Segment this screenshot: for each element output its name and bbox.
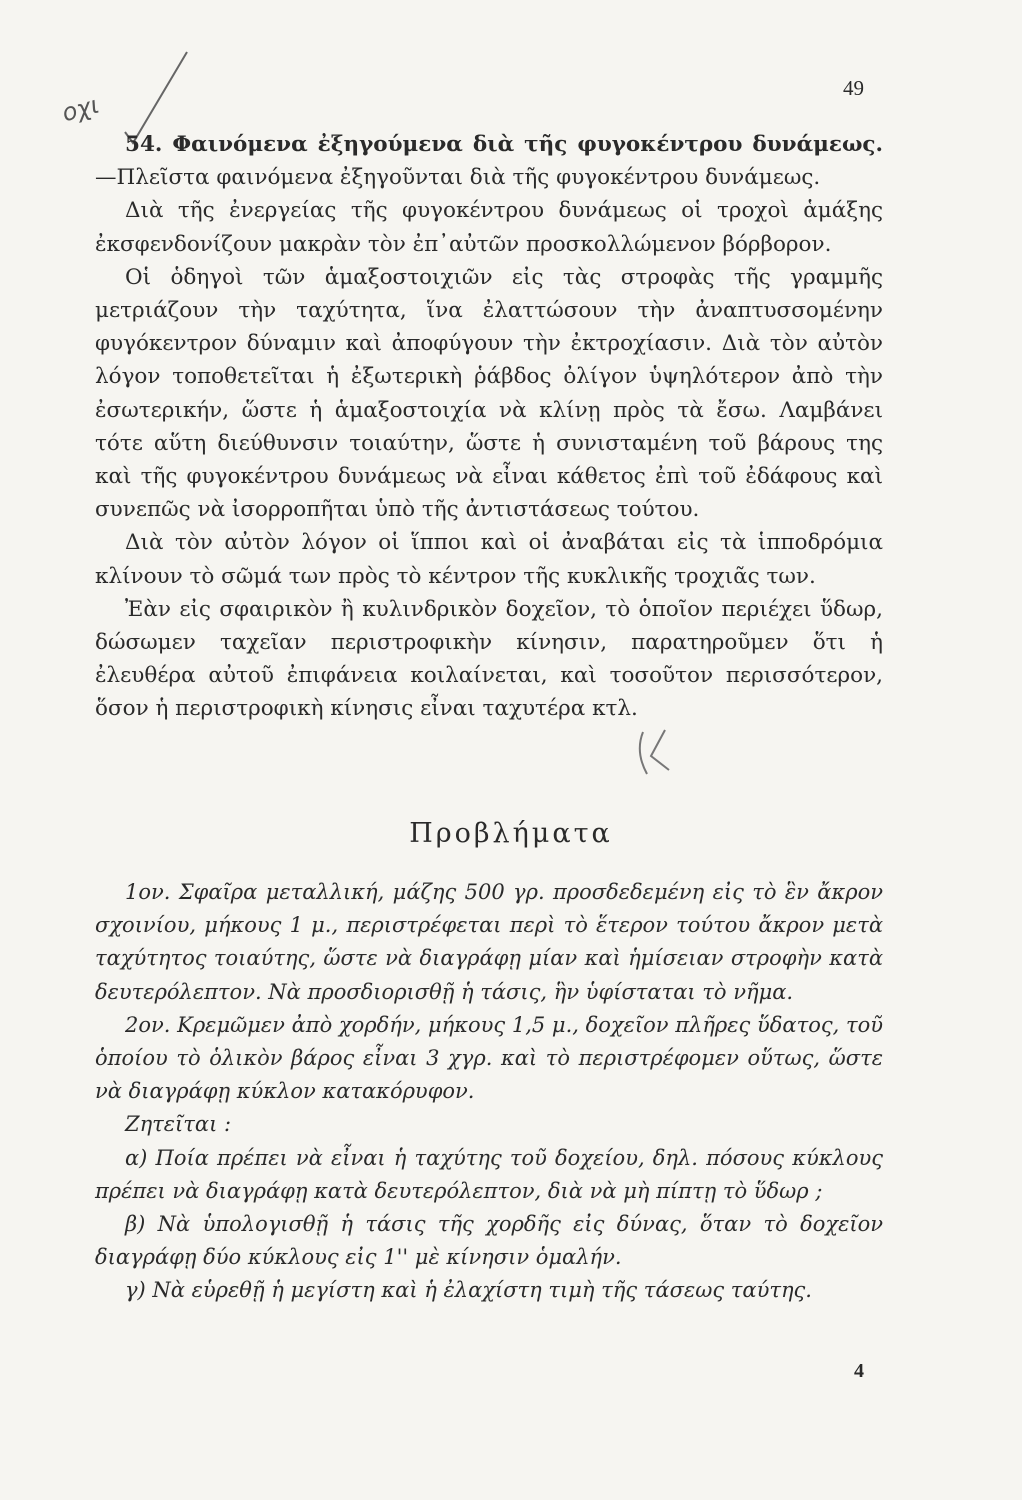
problem-part-c: γ) Νὰ εὑρεθῇ ἡ μεγίστη καὶ ἡ ἐλαχίστη τιμὴ τῆς τάσεως ταύτης. xyxy=(125,1278,812,1303)
section-54 xyxy=(95,128,883,726)
paragraph-horses: Διὰ τὸν αὐτὸν λόγον οἱ ἵπποι καὶ οἱ ἀναβάται εἰς τὰ ἱπποδρόμια κλίνουν τὸ σῶμά των πρὸς τὸ κέντρον τῆς κυκλικῆς τροχιᾶς των. xyxy=(95,530,883,589)
paragraph-vessel: Ἐὰν εἰς σφαιρικὸν ἢ κυλινδρικὸν δοχεῖον, τὸ ὁποῖον περιέχει ὕδωρ, δώσωμεν ταχεῖαν περιστροφικὴν κίνησιν, παρατηροῦμεν ὅτι ἡ ἐλευθέρα αὐτοῦ ἐπιφάνεια κοιλαίνεται, καὶ τοσοῦτον περισσότερον, ὅσον ἡ περιστροφικὴ κίνησις εἶναι ταχυτέρα κτλ. xyxy=(95,596,883,722)
pencil-annotation: οχι xyxy=(59,90,103,128)
problem-part-a: α) Ποία πρέπει νὰ εἶναι ἡ ταχύτης τοῦ δοχείου, δηλ. πόσους κύκλους πρέπει νὰ διαγράφῃ κατὰ δευτερόλεπτον, διὰ νὰ μὴ πίπτῃ τὸ ὕδωρ ; xyxy=(95,1145,883,1203)
paragraph-trains: Οἱ ὁδηγοὶ τῶν ἁμαξοστοιχιῶν εἰς τὰς στροφὰς τῆς γραμμῆς μετριάζουν τὴν ταχύτητα, ἵνα ἐλαττώσουν τὴν ἀναπτυσσομένην φυγόκεντρον δύναμιν καὶ ἀποφύγουν τὴν ἐκτροχίασιν. Διὰ τὸν αὐτὸν λόγον τοποθετεῖται ἡ ἐξωτερικὴ ῥάβδος ὀλίγον ὑψηλότερον ἀπὸ τὴν ἐσωτερικήν, ὥστε ἡ ἁμαξοστοιχία νὰ κλίνῃ πρὸς τὰ ἔσω. Λαμβάνει τότε αὕτη διεύθυνσιν τοιαύτην, ὥστε ἡ συνισταμένη τοῦ βάρους της καὶ τῆς φυγοκέντρου δυνάμεως νὰ εἶναι κάθετος ἐπὶ τοῦ ἐδάφους καὶ συνεπῶς νὰ ἰσορροπῆται ὑπὸ τῆς ἀντιστάσεως τούτου. xyxy=(95,264,883,523)
paragraph-wheels: Διὰ τῆς ἐνεργείας τῆς φυγοκέντρου δυνάμεως οἱ τροχοὶ ἁμάξης ἐκσφενδονίζουν μακρὰν τὸν ἐπ᾽αὐτῶν προσκολλώμενον βόρβορον. xyxy=(95,198,883,257)
section-lead: —Πλεῖστα φαινόμενα ἐξηγοῦνται διὰ τῆς φυγοκέντρου δυνάμεως. xyxy=(95,165,821,191)
pencil-bracket-mark xyxy=(625,722,685,782)
problem-1: 1ον. Σφαῖρα μεταλλική, μάζης 500 γρ. προσδεδεμένη εἰς τὸ ἓν ἄκρον σχοινίου, μήκους 1 μ., περιστρέφεται περὶ τὸ ἕτερον τούτου ἄκρον μετὰ ταχύτητος τοιαύτης, ὥστε νὰ διαγράφῃ μίαν καὶ ἡμίσειαν στροφὴν κατὰ δευτερόλεπτον. Νὰ προσδιορισθῇ ἡ τάσις, ἣν ὑφίσταται τὸ νῆμα. xyxy=(95,880,883,1004)
problem-part-b: β) Νὰ ὑπολογισθῇ ἡ τάσις τῆς χορδῆς εἰς δύνας, ὅταν τὸ δοχεῖον διαγράφῃ δύο κύκλους εἰς 1'' μὲ κίνησιν ὁμαλήν. xyxy=(95,1212,883,1270)
section-heading: 54. Φαινόμενα ἐξηγούμενα διὰ τῆς φυγοκέντρου δυνάμεως. xyxy=(125,132,883,157)
problems-list xyxy=(95,876,883,1308)
signature-number: 4 xyxy=(854,1360,864,1382)
section-paragraph-intro xyxy=(95,128,883,194)
problem-2: 2ον. Κρεμῶμεν ἀπὸ χορδήν, μήκους 1,5 μ., δοχεῖον πλῆρες ὕδατος, τοῦ ὁποίου τὸ ὁλικὸν βάρος εἶναι 3 χγρ. καὶ τὸ περιστρέφομεν οὕτως, ὥστε νὰ διαγράφῃ κύκλον κατακόρυφον. xyxy=(95,1012,883,1104)
problems-heading: Προβλήματα xyxy=(409,818,613,849)
problem-ask: Ζητεῖται : xyxy=(125,1112,232,1137)
page-number: 49 xyxy=(843,76,864,100)
